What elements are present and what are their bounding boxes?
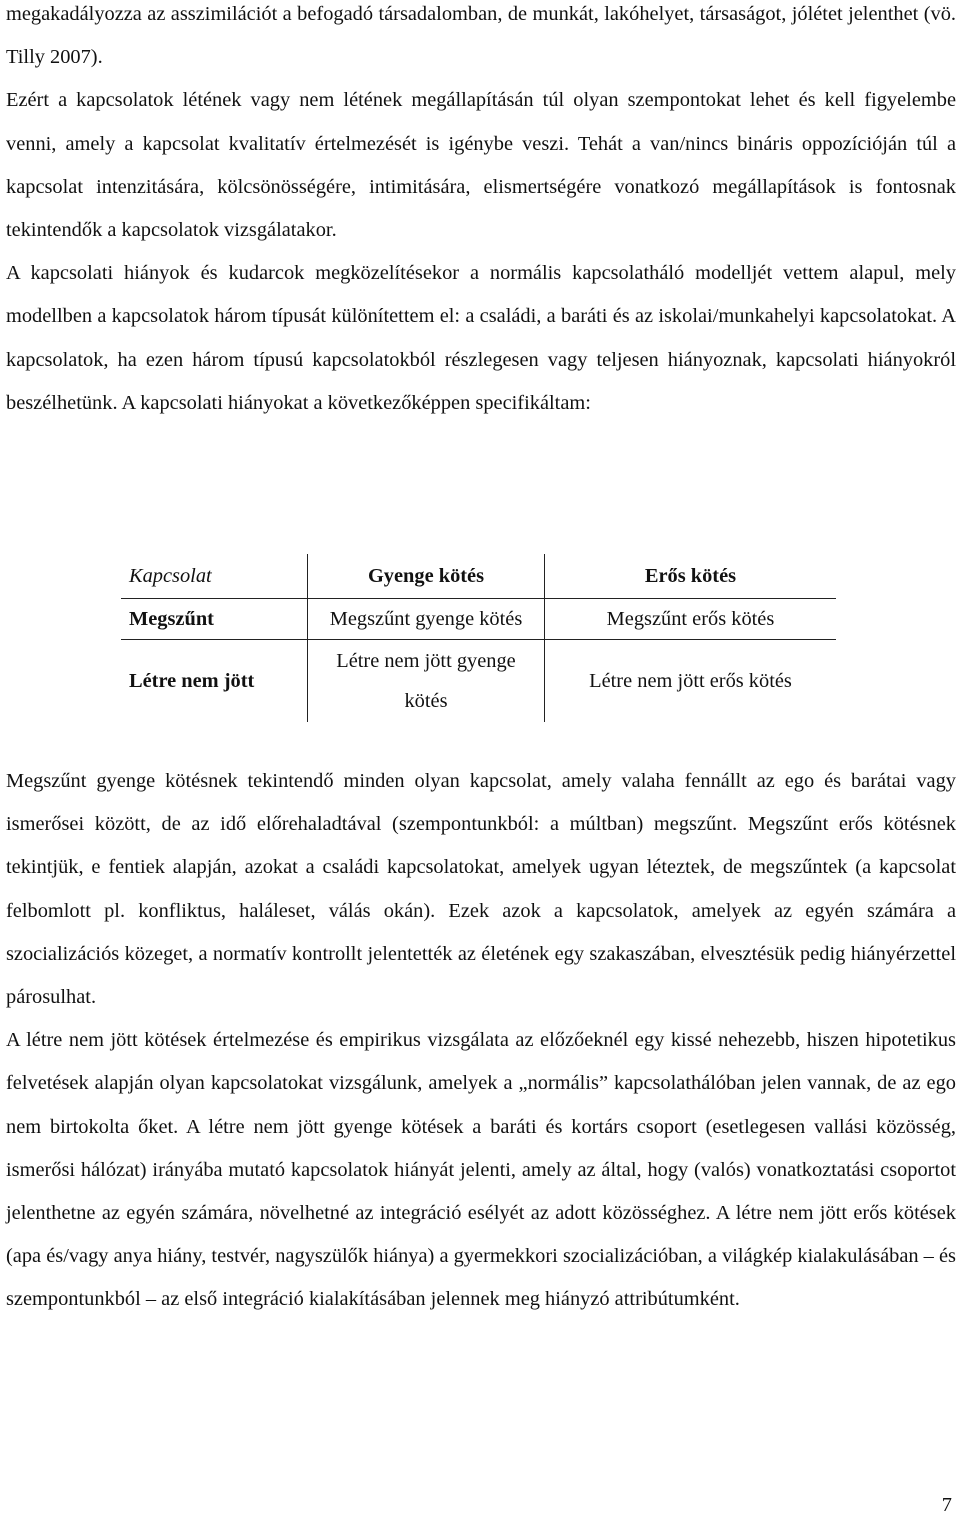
paragraph: A kapcsolati hiányok és kudarcok megközelítésekor a normális kapcsolatháló modelljét vettem alapul, mely modellben a kapcsolatok három típusát különítettem el: a családi, a baráti és az iskolai/munkahelyi kapcsolatokat. A kapcsolatok, ha ezen három típusú kapcsolatokból részlegesen vagy teljesen hiányoznak, kapcsolati hiányokról beszélhetünk. A kapcsolati hiányokat a következőképpen specifikáltam: [6,262,956,414]
column-header-weak-tie: Gyenge kötés [308,554,545,599]
paragraph: Megszűnt gyenge kötésnek tekintendő minden olyan kapcsolat, amely valaha fennállt az ego és barátai vagy ismerősei között, de az idő előrehaladtával (szempontunkból: a múltban) megszűnt. Megszűnt erős kötésnek tekintjük, e fentiek alapján, azokat a családi kapcsolatokat, amelyek ugyan léteztek, de megszűntek (a kapcsolat felbomlott pl. konfliktus, haláleset, válás okán). Ezek azok a kapcsolatok, amelyek az egyén számára a szocializációs közeget, a normatív kontrollt jelentették az életének egy szakaszában, elvesztésük pedig hiányérzettel párosulhat. [6,770,956,1009]
row-label-ended: Megszűnt [121,599,308,640]
table-cell-text: Létre nem jött gyenge kötés [336,650,516,712]
table-header-row [121,554,836,599]
paragraph: Ezért a kapcsolatok létének vagy nem létének megállapításán túl olyan szempontokat lehet és kell figyelembe venni, amely a kapcsolat kvalitatív értelmezését is igénybe veszi. Tehát a van/nincs bináris oppozícióján túl a kapcsolat intenzitására, kölcsönösségére, intimitására, elismertségére vonatkozó megállapítások is fontosnak tekintendők a kapcsolatok vizsgálatakor. [6,89,956,242]
paragraph: A létre nem jött kötések értelmezése és empirikus vizsgálata az előzőeknél egy kissé nehezebb, hiszen hipotetikus felvetések alapján olyan kapcsolatokat vizsgálunk, amelyek a „normális” kapcsolathálóban jelen vannak, de az ego nem birtokolta őket. A létre nem jött gyenge kötések a baráti és kortárs csoport (esetlegesen vallási közösség, ismerősi hálózat) irányába mutató kapcsolatok hiányát jelenti, amely az által, hogy (valós) vonatkoztatási csoportot jelenthetne az egyén számára, növelhetné az integráció esélyét az adott közösséghez. A létre nem jött erős kötések (apa és/vagy anya hiány, testvér, nagyszülők hiánya) a gyermekkori szocializációban, a világkép kialakulásában – és szempontunkból – az első integráció kialakításában jelennek meg hiányzó attribútumként. [6,1029,956,1311]
column-header-strong-tie: Erős kötés [545,554,837,599]
table-cell [308,640,545,723]
table-cell: Megszűnt erős kötés [545,599,837,640]
row-label-not-formed: Létre nem jött [129,670,255,692]
table-cell: Létre nem jött erős kötés [545,640,837,723]
table-row [121,599,836,640]
page-body [6,0,956,425]
table-cell: Megszűnt gyenge kötés [308,599,545,640]
paragraph: megakadályozza az asszimilációt a befogadó társadalomban, de munkát, lakóhelyet, társaságot, jólétet jelenthet (vö. Tilly 2007). [6,3,956,69]
table-corner-label: Kapcsolat [121,554,308,599]
page-number: 7 [941,1494,952,1516]
tie-types-table [121,554,836,722]
table-row [121,640,836,723]
page-body-continued [6,760,956,1322]
